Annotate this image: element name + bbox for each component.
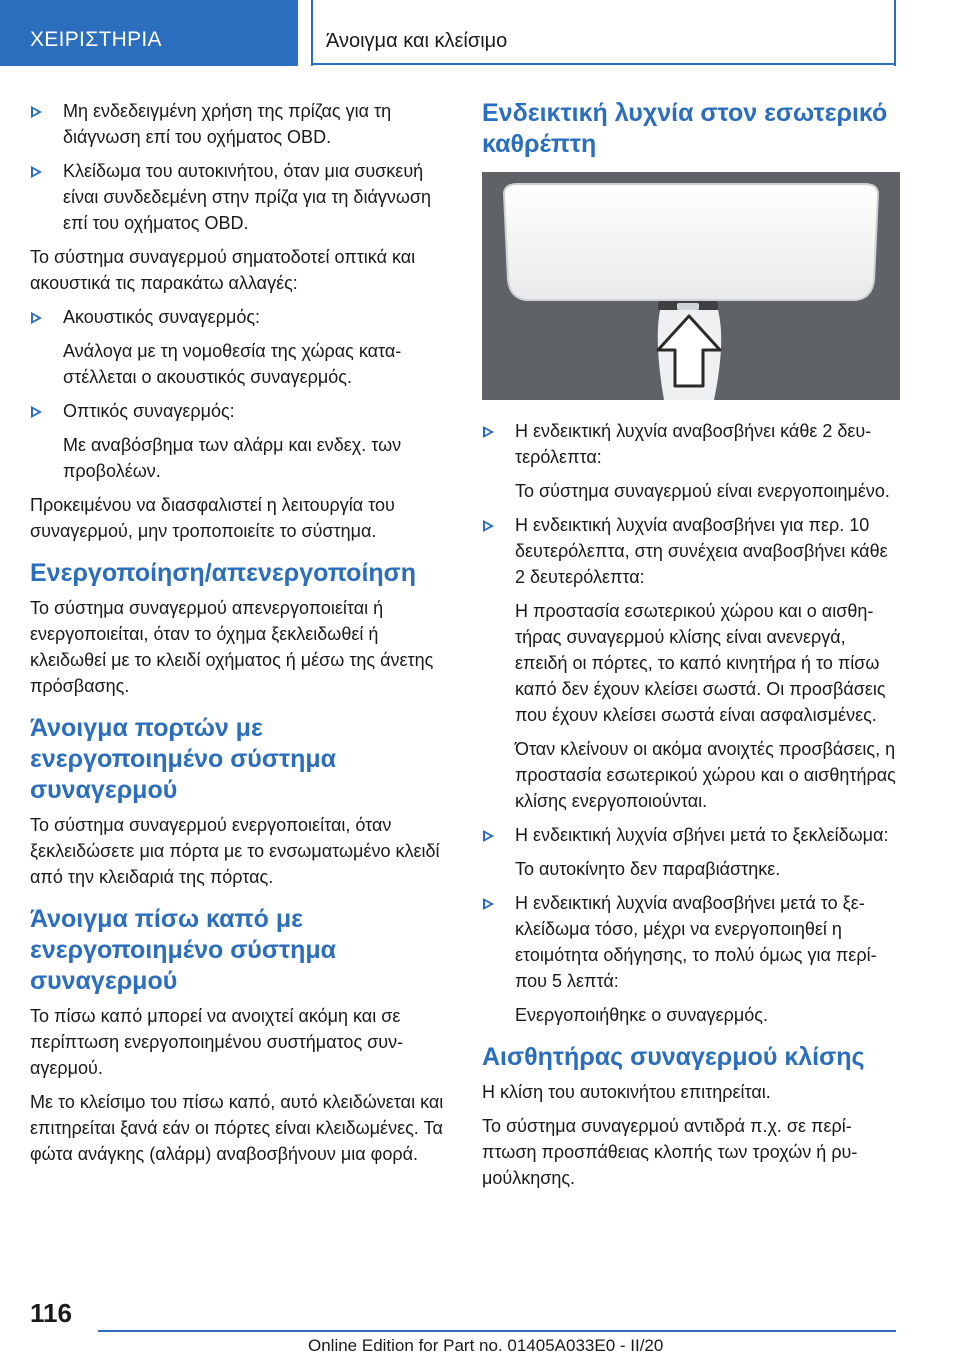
heading-doors: Άνοιγμα πορτών με ενεργοποιημένο σύστημα συναγερμού xyxy=(30,714,337,804)
list-item xyxy=(30,398,448,424)
paragraph: Προκειμένου να διασφαλιστεί η λειτουργία του συναγερμού, μην τροποποιείτε το σύστημα. xyxy=(30,495,395,541)
rearview-mirror-icon xyxy=(482,172,900,400)
paragraph: Το σύστημα συναγερμού απενεργοποιείται ή ενεργοποιείται, όταν το όχημα ξεκλειδωθεί ή κλειδωθεί με το κλειδί οχήματος ή μέσω της άνετης πρόσβασης. xyxy=(30,598,434,696)
list-item-detail: Το αυτοκίνητο δεν παραβιάστηκε. xyxy=(515,859,781,879)
list-item-text: Ακουστικός συναγερμός: xyxy=(63,307,261,327)
list-item-text: Η ενδεικτική λυχνία αναβοσβήνει για περ. 10 δευτερόλεπτα, στη συνέχεια αναβοσβήνει κάθε 2 δευτερόλεπτα: xyxy=(515,515,888,587)
header-underline xyxy=(311,63,896,65)
bullet-triangle-icon xyxy=(483,830,494,842)
list-item-text: Η ενδεικτική λυχνία αναβοσβήνει μετά το ξεκλείδωμα τόσο, μέχρι να ενεργοποιηθεί η ετοιμότητα οδήγησης, το πολύ όμως για περίπου 5 λεπτά: xyxy=(515,893,877,991)
heading-indicator: Ενδεικτική λυχνία στον εσωτερικό καθρέπτη xyxy=(482,99,888,158)
list-item xyxy=(482,890,900,994)
list-item xyxy=(482,822,900,848)
list-item xyxy=(30,158,448,236)
footer-edition: Online Edition for Part no. 01405A033E0 - II/20 xyxy=(308,1336,664,1355)
page-header xyxy=(0,0,960,66)
list-item-detail: Ενεργοποιήθηκε ο συναγερμός. xyxy=(515,1005,768,1025)
bullet-triangle-icon xyxy=(31,312,42,324)
bullet-triangle-icon xyxy=(483,520,494,532)
list-item-text: Η ενδεικτική λυχνία αναβοσβήνει κάθε 2 δευτερόλεπτα: xyxy=(515,421,872,467)
list-item-text: Μη ενδεδειγμένη χρήση της πρίζας για τη διάγνωση επί του οχήματος OBD. xyxy=(63,101,392,147)
section-tab xyxy=(0,0,298,66)
list-item xyxy=(482,512,900,590)
heading-tilt-sensor: Αισθητήρας συναγερμού κλίσης xyxy=(482,1043,865,1071)
bullet-triangle-icon xyxy=(31,166,42,178)
list-item-text: Οπτικός συναγερμός: xyxy=(63,401,235,421)
right-column xyxy=(482,98,900,1199)
heading-trunk: Άνοιγμα πίσω καπό με ενεργοποιημένο σύστημα συναγερμού xyxy=(30,905,337,995)
bullet-triangle-icon xyxy=(483,898,494,910)
bullet-triangle-icon xyxy=(483,426,494,438)
list-item-detail: Όταν κλείνουν οι ακόμα ανοιχτές προσβάσεις, η προστασία εσωτερικού χώρου και ο αισθητήρας κλίσης ενεργοποιούνται. xyxy=(515,739,896,811)
footer-divider xyxy=(98,1330,896,1332)
paragraph: Η κλίση του αυτοκινήτου επιτηρείται. xyxy=(482,1082,771,1102)
list-item xyxy=(482,418,900,470)
paragraph: Το σύστημα συναγερμού ενεργοποιείται, όταν ξεκλειδώσετε μια πόρτα με το ενσωματωμένο κλειδί από την κλειδαριά της πόρτας. xyxy=(30,815,440,887)
list-item xyxy=(30,304,448,330)
header-right-border xyxy=(894,0,896,66)
section-tab-label: ΧΕΙΡΙΣΤΗΡΙΑ xyxy=(30,28,162,51)
list-item xyxy=(30,98,448,150)
paragraph: Το σύστημα συναγερμού αντιδρά π.χ. σε περίπτωση προσπάθειας κλοπής των τροχών ή ρυμούλκησης. xyxy=(482,1116,858,1188)
list-item-text: Κλείδωμα του αυτοκινήτου, όταν μια συσκευή είναι συνδεδεμένη στην πρίζα για τη διάγνωση επί του οχήματος OBD. xyxy=(63,161,432,233)
heading-activation: Ενεργοποίηση/απενεργοποίηση xyxy=(30,559,417,587)
mirror-illustration xyxy=(482,172,900,400)
list-item-text: Η ενδεικτική λυχνία σβήνει μετά το ξεκλείδωμα: xyxy=(515,825,889,845)
page-number: 116 xyxy=(30,1298,72,1328)
paragraph: Το σύστημα συναγερμού σηματοδοτεί οπτικά και ακουστικά τις παρακάτω αλλαγές: xyxy=(30,247,416,293)
paragraph: Με το κλείσιμο του πίσω καπό, αυτό κλειδώνεται και επιτηρείται ξανά εάν οι πόρτες είναι κλειδωμένες. Τα φώτα ανάγκης (αλάρμ) αναβοσβήνουν μια φορά. xyxy=(30,1092,444,1164)
left-column xyxy=(30,98,448,1175)
list-item-detail: Με αναβόσβημα των αλάρμ και ενδεχ. των προβολέων. xyxy=(63,435,402,481)
list-item-detail: Ανάλογα με τη νομοθεσία της χώρας καταστέλλεται ο ακουστικός συναγερμός. xyxy=(63,341,402,387)
bullet-triangle-icon xyxy=(31,106,42,118)
list-item-detail: Η προστασία εσωτερικού χώρου και ο αισθητήρας συναγερμού κλίσης είναι ανενεργά, επειδή οι πόρτες, το καπό κινητήρα ή το πίσω καπό δεν έχουν κλείσει σωστά. Οι προσβάσεις που έχουν κλείσει σωστά είναι ασφαλισμένες. xyxy=(515,601,886,725)
header-divider xyxy=(311,0,313,66)
chapter-title: Άνοιγμα και κλείσιμο xyxy=(326,30,508,52)
paragraph: Το πίσω καπό μπορεί να ανοιχτεί ακόμη και σε περίπτωση ενεργοποιημένου συστήματος συναγερμού. xyxy=(30,1006,404,1078)
bullet-triangle-icon xyxy=(31,406,42,418)
list-item-detail: Το σύστημα συναγερμού είναι ενεργοποιημένο. xyxy=(515,481,890,501)
